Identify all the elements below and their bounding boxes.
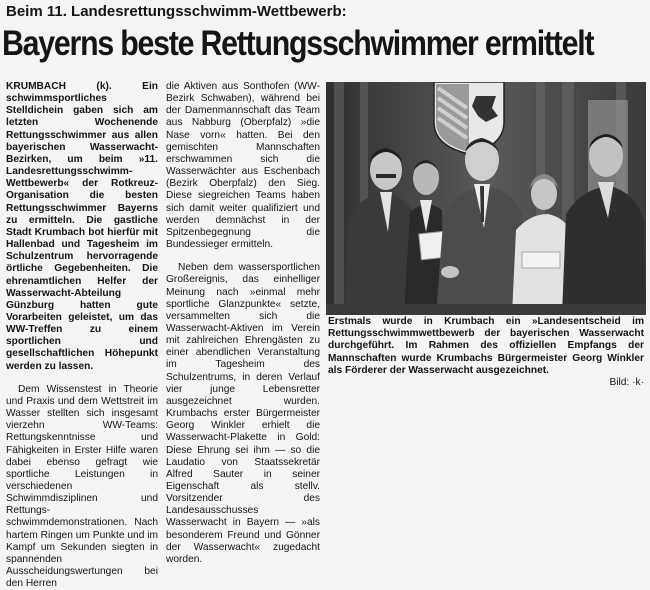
lead-paragraph — [6, 81, 158, 373]
body-paragraph: Dem Wissenstest in Theorie und Praxis und dem Wettstreit im Wasser stellten sich insgesamt vierzehn WW-Teams: Rettungskenntnisse und Fähigkeiten in Erster Hilfe waren dabei ebenso gefragt wie sportliche Leistungen in verschiedenen Schwimmdisziplinen und Rettungsschwimmdemonstrationen. Nach hartem Ringen um Punkte und im Kampf um Sekunden siegten in spannenden Ausscheidungswertungen bei den Herren — [6, 383, 158, 590]
article-column-2 — [166, 81, 320, 566]
article-kicker: Beim 11. Landesrettungsschwimm-Wettbewerb: — [6, 3, 347, 20]
photo-credit: Bild: ·k· — [609, 377, 644, 389]
lead-text: KRUMBACH (k). Ein schwimmsportliches Stelldichein gaben sich am letzten Wochenende Rettungsschwimmer aus allen bayerischen Wasserwacht-Bezirken, um beim »11. Landesrettungsschwimm-Wettbewerb« der Rotkreuz-Organisation die besten Rettungsschwimmer Bayerns zu ermitteln. Die gastliche Stadt Krumbach bot hierfür mit Hallenbad und Tagesheim im Schulzentrum hervorragende örtliche Gegebenheiten. Die ehrenamtlichen Helfer der Wasserwacht-Abteilung Günzburg hatten gute Vorarbeiten geleistet, um das WW-Treffen zu einem sportlichen und gesellschaftlichen Höhepunkt werden zu lassen. — [6, 81, 158, 372]
body-paragraph: die Aktiven aus Sonthofen (WW-Bezirk Schwaben), während bei der Damenmannschaft das Team aus Nabburg (Oberpfalz) »die Nase vorn« hatten. Bei den gemischten Mannschaften erschwammen sich die Wasserwächter aus Eschenbach (Bezirk Oberpfalz) den Sieg. Diese siegreichen Teams haben sich damit weiter qualifiziert und werden demnächst in der Spitzenbegegnung die Bundessieger ermitteln. — [166, 81, 320, 251]
caption-text: Erstmals wurde in Krumbach ein »Landesentscheid im Rettungsschwimmwettbewerb der bayerischen Wasserwacht durchgeführt. Im Rahmen des offiziellen Empfangs der Mannschaften wurde Krumbachs Bürgermeister Georg Winkler als Förderer der Wasserwacht ausgezeichnet. — [328, 316, 644, 376]
body-paragraph: Neben dem wassersportlichen Großereignis, das einhelliger Meinung nach »einmal mehr sportliche Glanzpunkte« setzte, versammelten sich die Wasserwacht-Aktiven im Verein mit zahlreichen Ehrengästen zu einer abendlichen Veranstaltung im Tagesheim des Schulzentrums, in deren Verlauf vier junge Lebensretter ausgezeichnet wurden. Krumbachs erster Bürgermeister Georg Winkler erhielt die Wasserwacht-Plakette in Gold: Diese Ehrung sei ihm — so die Laudatio von Staatssekretär Alfred Sauter in seiner Eigenschaft als stellv. Vorsitzender des Landesausschusses Wasserwacht in Bayern — »als besonderem Freund und Gönner der Wasserwacht« zugedacht worden. — [166, 262, 320, 565]
article-headline: Bayerns beste Rettungsschwimmer ermittelt — [2, 24, 594, 63]
photo-caption — [328, 316, 644, 389]
photo-illustration — [326, 82, 646, 315]
article-column-1 — [6, 81, 158, 590]
coat-of-arms — [434, 82, 504, 154]
news-photo — [326, 82, 646, 315]
